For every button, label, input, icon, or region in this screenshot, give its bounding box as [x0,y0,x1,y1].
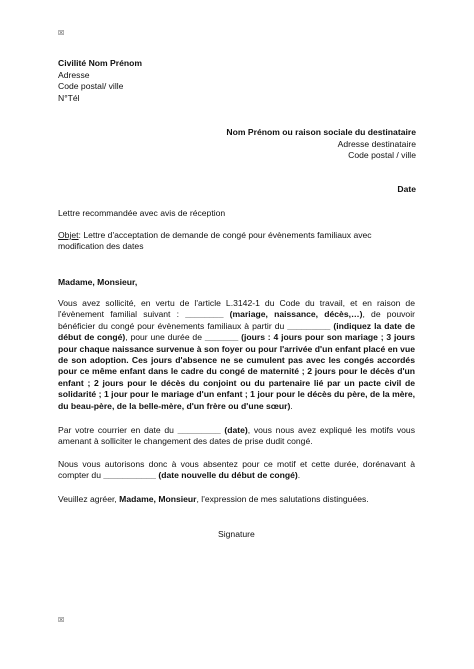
p1-blank-event: ________ [185,309,224,320]
body-paragraph-2 [58,425,415,448]
p2-text-1: Par votre courrier en date du [58,425,178,435]
p3-date-hint: (date nouvelle du début de congé) [155,470,298,481]
body-paragraph-4 [58,494,415,505]
delivery-mode: Lettre recommandée avec avis de réception [58,208,226,218]
p3-text-1: Nous vous autorisons donc à vous absentez pour ce motif et cette durée, dorénavant à compter du [58,459,415,481]
p4-addressee: Madame, Monsieur [119,494,197,504]
recipient-name: Nom Prénom ou raison sociale du destinataire [226,127,416,137]
p1-start-date-hint: (indiquez la date de début de congé) [58,320,415,343]
sender-phone: N°Tél [58,92,80,103]
p1-text-3: , pour une durée de [125,332,205,343]
salutation: Madame, Monsieur, [58,277,138,287]
letter-date: Date [397,184,416,194]
p1-blank-start-date: _________ [287,320,331,331]
letter-object [58,230,415,253]
p3-blank-date: ___________ [103,470,156,481]
p1-text-2: , de pouvoir bénéficier du congé pour évènements familiaux à partir du [58,309,415,331]
p1-event-hint: (mariage, naissance, décès,…) [223,309,363,320]
sender-address: Adresse [58,69,90,80]
checkbox-mark-bottom: ☒ [58,617,65,624]
signature: Signature [218,529,255,539]
body-paragraph-3 [58,459,415,482]
p2-blank-date: _________ [177,425,221,435]
p4-text-1: Veuillez agréer, [58,494,120,504]
object-label: Objet [58,230,79,240]
checkbox-mark-top: ☒ [58,30,65,37]
sender-name: Civilité Nom Prénom [58,58,143,68]
object-text-line2: modification des dates [58,241,144,252]
p3-end: . [297,470,301,481]
p1-text-1: Vous avez sollicité, en vertu de l'article L.3142-1 du Code du travail, et en raison de l'évènement familial suivant : [58,298,415,320]
recipient-address: Adresse destinataire [337,138,416,149]
p2-text-2: , vous nous avez expliqué les motifs vous amenant à solliciter le changement des dates de prise dudit congé. [58,425,415,447]
sender-postal: Code postal/ ville [58,81,124,91]
p1-blank-duration: _______ [204,332,239,343]
object-text-line1: : Lettre d'acceptation de demande de congé pour évènements familiaux avec [78,230,372,240]
p4-text-2: , l'expression de mes salutations distinguées. [196,494,369,504]
p1-duration-hint: (jours : 4 jours pour son mariage ; 3 jours pour chaque naissance survenue à son foyer ou pour l'arrivée d'un enfant placé en vue de son adoption. Ces jours d'absence ne se cumulent pas avec les congés accordés pour ce même enfant dans le cadre du congé de maternité ; 2 jours pour le décès d'un enfant ; 2 jours pour le décès du conjoint ou du partenaire lié par un pacte civil de solidarité ; 1 jour pour le mariage d'un enfant ; 1 jour pour le décès du père, de la mère, du beau-père, de la belle-mère, d'un frère ou d'une sœur) [58,332,415,411]
recipient-postal: Code postal / ville [348,150,416,160]
p2-date-hint: (date) [220,425,248,435]
body-paragraph-1 [58,298,415,412]
p1-end: . [290,400,293,411]
